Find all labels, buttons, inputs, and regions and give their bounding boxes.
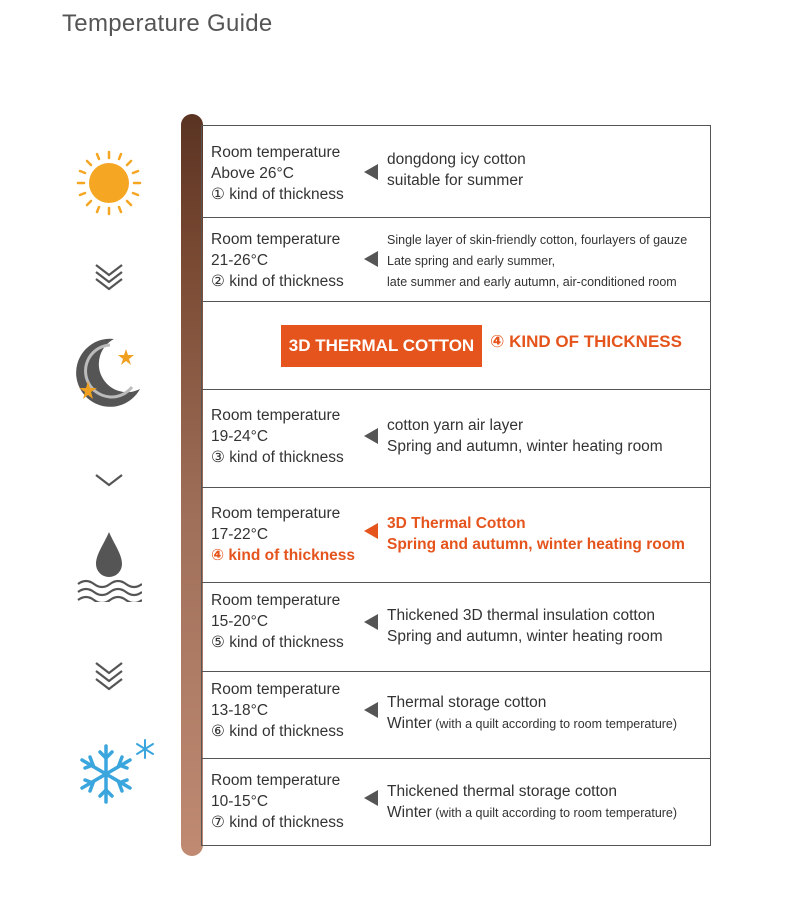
pointer-arrow-icon bbox=[364, 428, 378, 444]
pointer-arrow-icon bbox=[364, 702, 378, 718]
season-note: (with a quilt according to room temperature) bbox=[431, 806, 678, 820]
temp-title: Room temperature bbox=[211, 592, 341, 609]
moon-star-icon bbox=[74, 335, 144, 415]
season-text bbox=[387, 713, 677, 735]
thickness-kind: ③ kind of thickness bbox=[211, 449, 344, 466]
table-row bbox=[202, 488, 710, 583]
triple-chevron-down-icon bbox=[94, 659, 124, 693]
table-row bbox=[202, 583, 710, 672]
fabric-name: dongdong icy cotton bbox=[387, 151, 526, 168]
thickness-note: ④ KIND OF THICKNESS bbox=[490, 332, 682, 351]
temperature-label bbox=[211, 142, 344, 205]
table-row bbox=[202, 126, 710, 218]
temp-title: Room temperature bbox=[211, 505, 341, 522]
fabric-name: Thickened 3D thermal insulation cotton bbox=[387, 607, 655, 624]
season-text: Spring and autumn, winter heating room bbox=[387, 536, 685, 553]
temperature-label bbox=[211, 770, 344, 833]
fabric-name: 3D Thermal Cotton bbox=[387, 515, 526, 532]
temp-range: Above 26°C bbox=[211, 165, 294, 182]
fabric-name: Thickened thermal storage cotton bbox=[387, 783, 618, 800]
thickness-kind: ⑥ kind of thickness bbox=[211, 723, 344, 740]
fabric-name: Single layer of skin-friendly cotton, fourlayers of gauze bbox=[387, 233, 688, 247]
temp-range: 10-15°C bbox=[211, 793, 269, 810]
thickness-kind: ④ kind of thickness bbox=[211, 547, 356, 564]
table-row bbox=[202, 759, 710, 845]
temperature-label bbox=[211, 679, 344, 742]
season-text: late summer and early autumn, air-conditioned room bbox=[387, 275, 677, 289]
pointer-arrow-icon bbox=[364, 614, 378, 630]
triple-chevron-down-icon bbox=[94, 261, 124, 291]
season-note: (with a quilt according to room temperature) bbox=[431, 717, 678, 731]
table-row bbox=[202, 672, 710, 759]
thickness-kind: ⑦ kind of thickness bbox=[211, 814, 344, 831]
temp-range: 17-22°C bbox=[211, 526, 269, 543]
table-row bbox=[202, 218, 710, 302]
fabric-description bbox=[387, 149, 526, 191]
season-text: Spring and autumn, winter heating room bbox=[387, 628, 663, 645]
sun-icon bbox=[76, 150, 142, 216]
temp-title: Room temperature bbox=[211, 772, 341, 789]
fabric-name: cotton yarn air layer bbox=[387, 417, 524, 434]
fabric-description bbox=[387, 692, 677, 735]
temp-range: 13-18°C bbox=[211, 702, 269, 719]
table-row bbox=[202, 390, 710, 488]
pointer-arrow-icon bbox=[364, 251, 378, 267]
season-text: Spring and autumn, winter heating room bbox=[387, 438, 663, 455]
temperature-label bbox=[211, 229, 344, 292]
highlight-row bbox=[202, 302, 710, 390]
thickness-kind: ⑤ kind of thickness bbox=[211, 634, 344, 651]
temperature-label bbox=[211, 503, 355, 566]
temp-title: Room temperature bbox=[211, 144, 341, 161]
thickness-kind: ① kind of thickness bbox=[211, 186, 344, 203]
temp-range: 15-20°C bbox=[211, 613, 269, 630]
season-text: Late spring and early summer, bbox=[387, 254, 556, 268]
temp-title: Room temperature bbox=[211, 231, 341, 248]
temperature-gradient-bar bbox=[181, 114, 203, 856]
temperature-table bbox=[201, 125, 711, 846]
fabric-description bbox=[387, 415, 663, 457]
snowflake-icon bbox=[76, 738, 158, 806]
thickness-kind: ② kind of thickness bbox=[211, 273, 344, 290]
pointer-arrow-icon bbox=[364, 790, 378, 806]
temperature-label bbox=[211, 590, 344, 653]
chevron-down-icon bbox=[94, 472, 124, 488]
temp-range: 19-24°C bbox=[211, 428, 269, 445]
temp-title: Room temperature bbox=[211, 407, 341, 424]
season-text: suitable for summer bbox=[387, 172, 524, 189]
page-title: Temperature Guide bbox=[62, 10, 273, 37]
thermal-cotton-badge: 3D THERMAL COTTON bbox=[281, 325, 482, 367]
fabric-description bbox=[387, 230, 687, 293]
pointer-arrow-icon bbox=[364, 523, 378, 539]
season-main: Winter bbox=[387, 715, 432, 732]
pointer-arrow-icon bbox=[364, 164, 378, 180]
fabric-description bbox=[387, 605, 663, 647]
season-main: Winter bbox=[387, 804, 432, 821]
water-drop-icon bbox=[76, 530, 142, 602]
season-text bbox=[387, 802, 677, 824]
temp-range: 21-26°C bbox=[211, 252, 269, 269]
fabric-description bbox=[387, 513, 685, 555]
temp-title: Room temperature bbox=[211, 681, 341, 698]
fabric-description bbox=[387, 781, 677, 824]
fabric-name: Thermal storage cotton bbox=[387, 694, 547, 711]
temperature-label bbox=[211, 405, 344, 468]
